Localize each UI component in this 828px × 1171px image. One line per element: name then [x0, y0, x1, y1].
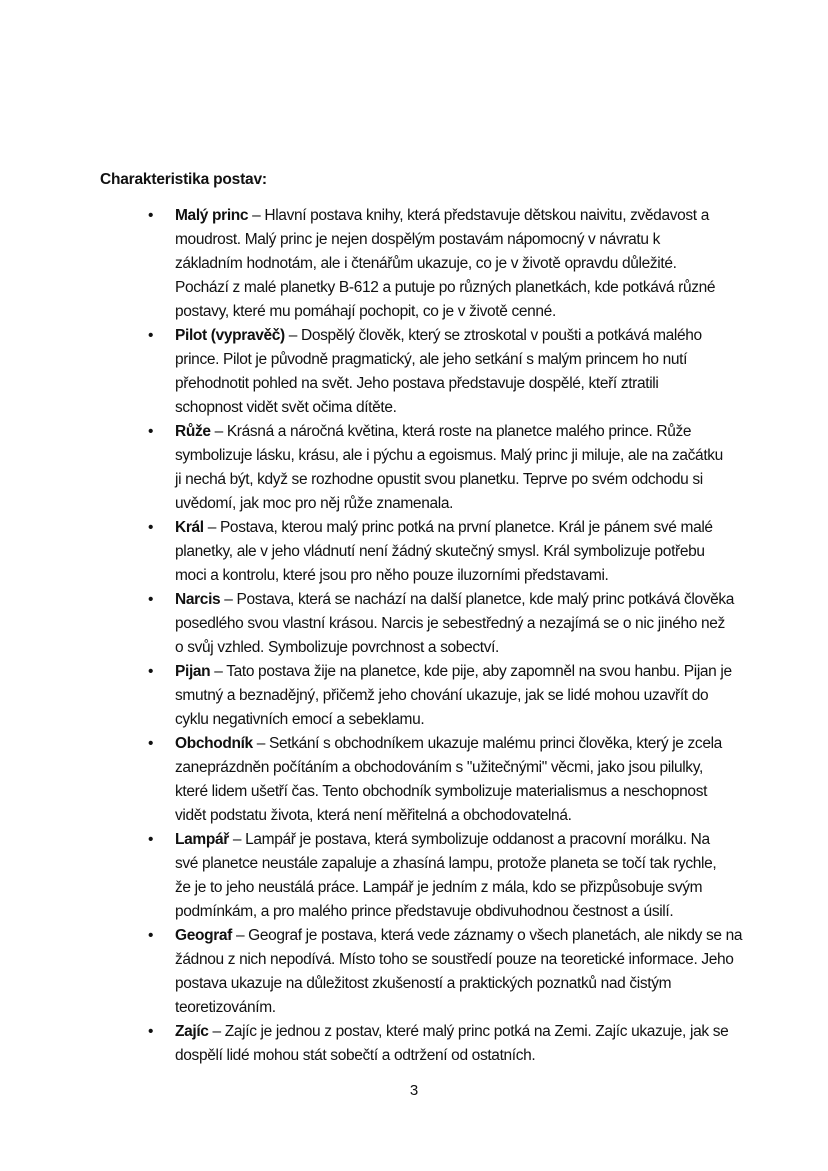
- item-line: že je to jeho neustálá práce. Lampář je jedním z mála, kdo se přizpůsobuje svým: [175, 879, 703, 896]
- item-line: [175, 828, 798, 852]
- item-line: postavy, které mu pomáhají pochopit, co je v životě cenné.: [175, 303, 556, 320]
- section-heading: Charakteristika postav:: [100, 171, 267, 188]
- list-item-zajic: [148, 1020, 798, 1068]
- bullet-icon: •: [148, 591, 154, 608]
- item-line: uvědomí, jak moc pro něj růže znamenala.: [175, 495, 454, 512]
- list-item-ruze: [148, 420, 798, 516]
- list-item-pilot: [148, 324, 798, 420]
- bullet-icon: •: [148, 207, 154, 224]
- item-line: [175, 204, 798, 228]
- character-name: Malý princ: [175, 207, 249, 224]
- item-line: cyklu negativních emocí a sebeklamu.: [175, 711, 425, 728]
- item-line: přehodnotit pohled na svět. Jeho postava představuje dospělé, kteří ztratili: [175, 375, 659, 392]
- item-text: – Geograf je postava, která vede záznamy o všech planetách, ale nikdy se na: [231, 927, 743, 944]
- item-line: [175, 732, 798, 756]
- character-name: Pilot (vypravěč): [175, 327, 285, 344]
- item-line: [175, 660, 798, 684]
- item-line: své planetce neustále zapaluje a zhasíná lampu, protože planeta se točí tak rychle,: [175, 855, 717, 872]
- item-text: – Hlavní postava knihy, která představuje dětskou naivitu, zvědavost a: [248, 207, 709, 224]
- item-line: ji nechá být, když se rozhodne opustit svou planetku. Teprve po svém odchodu si: [175, 471, 703, 488]
- item-line: symbolizuje lásku, krásu, ale i pýchu a egoismus. Malý princ ji miluje, ale na začátku: [175, 447, 723, 464]
- bullet-icon: •: [148, 519, 154, 536]
- list-item-geograf: [148, 924, 798, 1020]
- list-item-obchodnik: [148, 732, 798, 828]
- bullet-icon: •: [148, 423, 154, 440]
- item-line: dospělí lidé mohou stát sobečtí a odtržení od ostatních.: [175, 1047, 536, 1064]
- item-line: zaneprázdněn počítáním a obchodováním s "užitečnými" věcmi, jako jsou pilulky,: [175, 759, 703, 776]
- item-line: žádnou z nich nepodívá. Místo toho se soustředí pouze na teoretické informace. Jeho: [175, 951, 734, 968]
- list-item-narcis: [148, 588, 798, 660]
- item-line: základním hodnotám, ale i čtenářům ukazuje, co je v životě opravdu důležité.: [175, 255, 677, 272]
- bullet-icon: •: [148, 327, 154, 344]
- bullet-icon: •: [148, 735, 154, 752]
- item-line: podmínkám, a pro malého prince představuje obdivuhodnou čestnost a úsilí.: [175, 903, 674, 920]
- bullet-icon: •: [148, 663, 154, 680]
- item-line: Pochází z malé planetky B-612 a putuje po různých planetkách, kde potkává různé: [175, 279, 716, 296]
- item-text: – Setkání s obchodníkem ukazuje malému princi člověka, který je zcela: [252, 735, 722, 752]
- item-line: prince. Pilot je původně pragmatický, ale jeho setkání s malým princem ho nutí: [175, 351, 688, 368]
- character-name: Zajíc: [175, 1023, 209, 1040]
- character-name: Narcis: [175, 591, 221, 608]
- list-item-maly-princ: [148, 204, 798, 324]
- item-line: [175, 516, 798, 540]
- item-line: [175, 1020, 798, 1044]
- page-number: 3: [409, 1082, 419, 1099]
- item-line: postava ukazuje na důležitost zkušeností a praktických poznatků nad čistým: [175, 975, 672, 992]
- list-item-pijan: [148, 660, 798, 732]
- bullet-icon: •: [148, 927, 154, 944]
- item-line: moudrost. Malý princ je nejen dospělým postavám nápomocný v návratu k: [175, 231, 661, 248]
- item-line: [175, 924, 798, 948]
- item-text: – Lampář je postava, která symbolizuje oddanost a pracovní morálku. Na: [228, 831, 710, 848]
- list-item-kral: [148, 516, 798, 588]
- character-name: Obchodník: [175, 735, 253, 752]
- item-line: které lidem ušetří čas. Tento obchodník symbolizuje materialismus a neschopnost: [175, 783, 708, 800]
- item-text: – Zajíc je jednou z postav, které malý princ potká na Zemi. Zajíc ukazuje, jak se: [208, 1023, 729, 1040]
- item-text: – Postava, která se nachází na další planetce, kde malý princ potkává člověka: [220, 591, 735, 608]
- character-name: Lampář: [175, 831, 229, 848]
- character-name: Pijan: [175, 663, 211, 680]
- character-list: [148, 204, 798, 1068]
- item-line: schopnost vidět svět očima dítěte.: [175, 399, 397, 416]
- item-text: – Krásná a náročná květina, která roste na planetce malého prince. Růže: [210, 423, 692, 440]
- item-line: moci a kontrolu, které jsou pro něho pouze iluzorními představami.: [175, 567, 609, 584]
- character-name: Růže: [175, 423, 211, 440]
- item-text: – Dospělý člověk, který se ztroskotal v poušti a potkává malého: [284, 327, 702, 344]
- item-line: vidět podstatu života, která není měřitelná a obchodovatelná.: [175, 807, 572, 824]
- bullet-icon: •: [148, 1023, 154, 1040]
- item-line: smutný a beznadějný, přičemž jeho chování ukazuje, jak se lidé mohou uzavřít do: [175, 687, 709, 704]
- item-text: – Tato postava žije na planetce, kde pije, aby zapomněl na svou hanbu. Pijan je: [210, 663, 732, 680]
- item-line: [175, 324, 798, 348]
- item-line: [175, 420, 798, 444]
- character-name: Král: [175, 519, 204, 536]
- item-line: planetky, ale v jeho vládnutí není žádný skutečný smysl. Král symbolizuje potřebu: [175, 543, 705, 560]
- item-line: [175, 588, 798, 612]
- bullet-icon: •: [148, 831, 154, 848]
- item-line: teoretizováním.: [175, 999, 276, 1016]
- character-name: Geograf: [175, 927, 232, 944]
- list-item-lampar: [148, 828, 798, 924]
- item-line: posedlého svou vlastní krásou. Narcis je sebestředný a nezajímá se o nic jiného než: [175, 615, 725, 632]
- item-text: – Postava, kterou malý princ potká na první planetce. Král je pánem své malé: [203, 519, 713, 536]
- item-line: o svůj vzhled. Symbolizuje povrchnost a sobectví.: [175, 639, 500, 656]
